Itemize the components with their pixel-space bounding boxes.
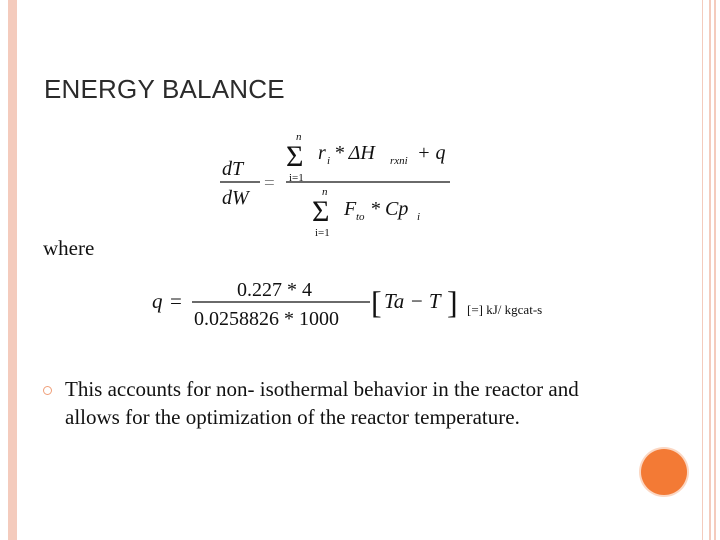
heat-term-equation bbox=[150, 276, 462, 331]
eq1-num-q: + q bbox=[417, 142, 446, 164]
eq1-lhs-numerator: dT bbox=[222, 158, 244, 180]
eq1-num-sum-upper: n bbox=[296, 131, 302, 143]
eq1-num-dh: * ΔH bbox=[334, 142, 375, 164]
eq1-equals: = bbox=[264, 173, 275, 194]
eq2-lhs: q bbox=[152, 289, 163, 313]
slide-title: ENERGY BALANCE bbox=[44, 74, 285, 104]
eq1-num-r: r bbox=[318, 142, 326, 164]
eq2-bracket-close: ] bbox=[447, 284, 458, 320]
eq1-den-sum-upper: n bbox=[322, 186, 328, 198]
eq2-bracket-open: [ bbox=[371, 284, 382, 320]
decorative-circle bbox=[641, 449, 687, 495]
bullet-text: This accounts for non- isothermal behavior in the reactor and allows for the optimization of the reactor temperature. bbox=[65, 377, 579, 429]
eq1-lhs-denominator: dW bbox=[222, 187, 249, 209]
eq1-den-cp: * Cp bbox=[370, 198, 409, 220]
eq1-den-sum-lower: i=1 bbox=[315, 227, 330, 239]
eq1-num-dh-sub: rxni bbox=[390, 155, 408, 167]
eq1-den-cp-sub: i bbox=[417, 211, 421, 223]
where-label: where bbox=[43, 236, 95, 260]
eq1-num-r-sub: i bbox=[327, 155, 331, 167]
eq2-denominator: 0.0258826 * 1000 bbox=[194, 308, 339, 330]
eq1-den-f-sub: to bbox=[356, 211, 365, 223]
right-rail-line bbox=[714, 0, 716, 540]
eq1-num-sum-lower: i=1 bbox=[289, 172, 304, 184]
eq1-den-sigma: Σ bbox=[312, 195, 330, 228]
right-rail-line bbox=[709, 0, 711, 540]
eq2-equals: = bbox=[170, 289, 182, 313]
bullet-marker-icon bbox=[43, 386, 52, 395]
eq2-numerator: 0.227 * 4 bbox=[237, 279, 312, 301]
energy-balance-equation bbox=[210, 128, 470, 243]
units-label: [=] kJ/ kgcat-s bbox=[467, 302, 543, 317]
eq1-num-sigma: Σ bbox=[286, 140, 304, 173]
eq2-bracket-content: Ta − T bbox=[384, 289, 441, 313]
eq1-den-f: F bbox=[344, 198, 357, 220]
